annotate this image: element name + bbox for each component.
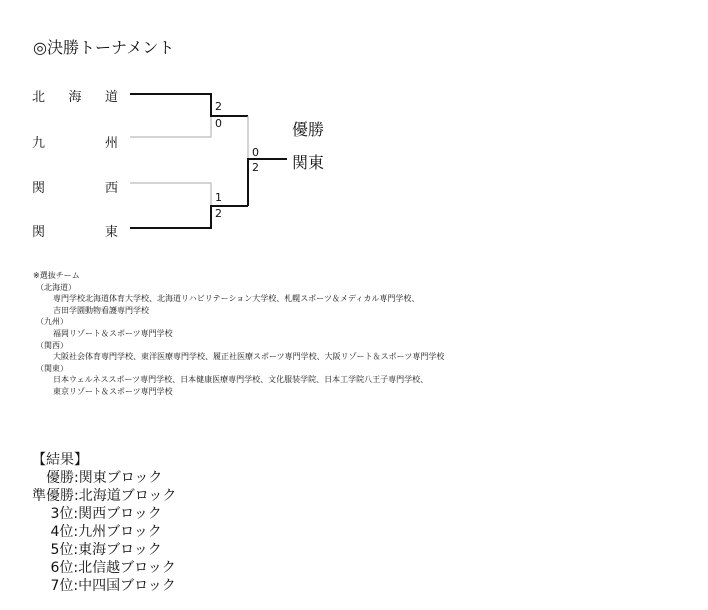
- notes-region-hokkaido: （北海道）: [36, 282, 76, 292]
- score-semi1-bottom: 0: [215, 117, 222, 130]
- team-kansai: [32, 177, 118, 196]
- notes-heading: ※選抜チーム: [33, 271, 80, 280]
- result-row: 3位:関西ブロック: [32, 506, 162, 522]
- winner-name: 関東: [292, 153, 325, 172]
- results-section: [32, 451, 176, 595]
- notes-line: 福岡リゾート＆スポーツ専門学校: [53, 328, 173, 338]
- result-row: 6位:北信越ブロック: [32, 560, 176, 576]
- result-row: 優勝:関東ブロック: [32, 470, 163, 486]
- team-kyushu-char-1: 九: [32, 136, 46, 151]
- score-final-top: 0: [252, 146, 259, 159]
- team-kyushu-char-2: 州: [104, 136, 118, 151]
- team-hokkaido: [32, 86, 118, 105]
- team-kyushu: [32, 132, 118, 151]
- score-semi1-top: 2: [215, 100, 222, 113]
- team-hokkaido-char-2: 海: [68, 90, 82, 105]
- bracket-line-kansai: [130, 183, 211, 206]
- team-kanto-char-1: 関: [32, 225, 46, 240]
- result-row: 準優勝:北海道ブロック: [32, 488, 177, 504]
- score-final-bottom: 2: [252, 161, 259, 174]
- bracket-line-hokkaido: [130, 94, 248, 116]
- notes-line: 大阪社会体育専門学校、東洋医療専門学校、履正社医療スポーツ専門学校、大阪リゾート＆スポーツ専門学校: [53, 352, 445, 362]
- result-row: 4位:九州ブロック: [32, 524, 162, 540]
- team-kansai-char-1: 関: [32, 181, 46, 196]
- team-kanto: [32, 221, 118, 240]
- notes-line: 日本ウェルネススポーツ専門学校、日本健康医療専門学校、文化服装学院、日本工学院八王子専門学校、: [53, 375, 429, 385]
- notes-line: 東京リゾート＆スポーツ専門学校: [53, 386, 173, 396]
- notes-region-kansai: （関西）: [36, 340, 68, 350]
- score-semi2-bottom: 2: [215, 207, 222, 220]
- result-row: 7位:中四国ブロック: [32, 578, 176, 594]
- result-row: 5位:東海ブロック: [32, 542, 162, 558]
- selection-notes: [33, 270, 444, 398]
- notes-line: 吉田学園動物看護専門学校: [53, 305, 149, 315]
- winner-label: 優勝: [292, 120, 325, 139]
- team-hokkaido-char-1: 北: [32, 90, 46, 105]
- notes-region-kanto: （関東）: [36, 363, 68, 373]
- team-kanto-char-2: 東: [104, 225, 118, 240]
- team-hokkaido-char-3: 道: [104, 90, 118, 105]
- team-kansai-char-2: 西: [104, 181, 118, 196]
- notes-line: 専門学校北海道体育大学校、北海道リハビリテーション大学校、札幌スポーツ＆メディカル専門学校、: [53, 294, 420, 304]
- score-semi2-top: 1: [215, 191, 222, 204]
- notes-region-kyushu: （九州）: [36, 317, 68, 327]
- bracket-line-kanto: [130, 206, 248, 228]
- bracket-line-kyushu: [130, 116, 211, 137]
- results-heading: 【結果】: [32, 452, 88, 468]
- page-title: ◎決勝トーナメント: [33, 38, 175, 57]
